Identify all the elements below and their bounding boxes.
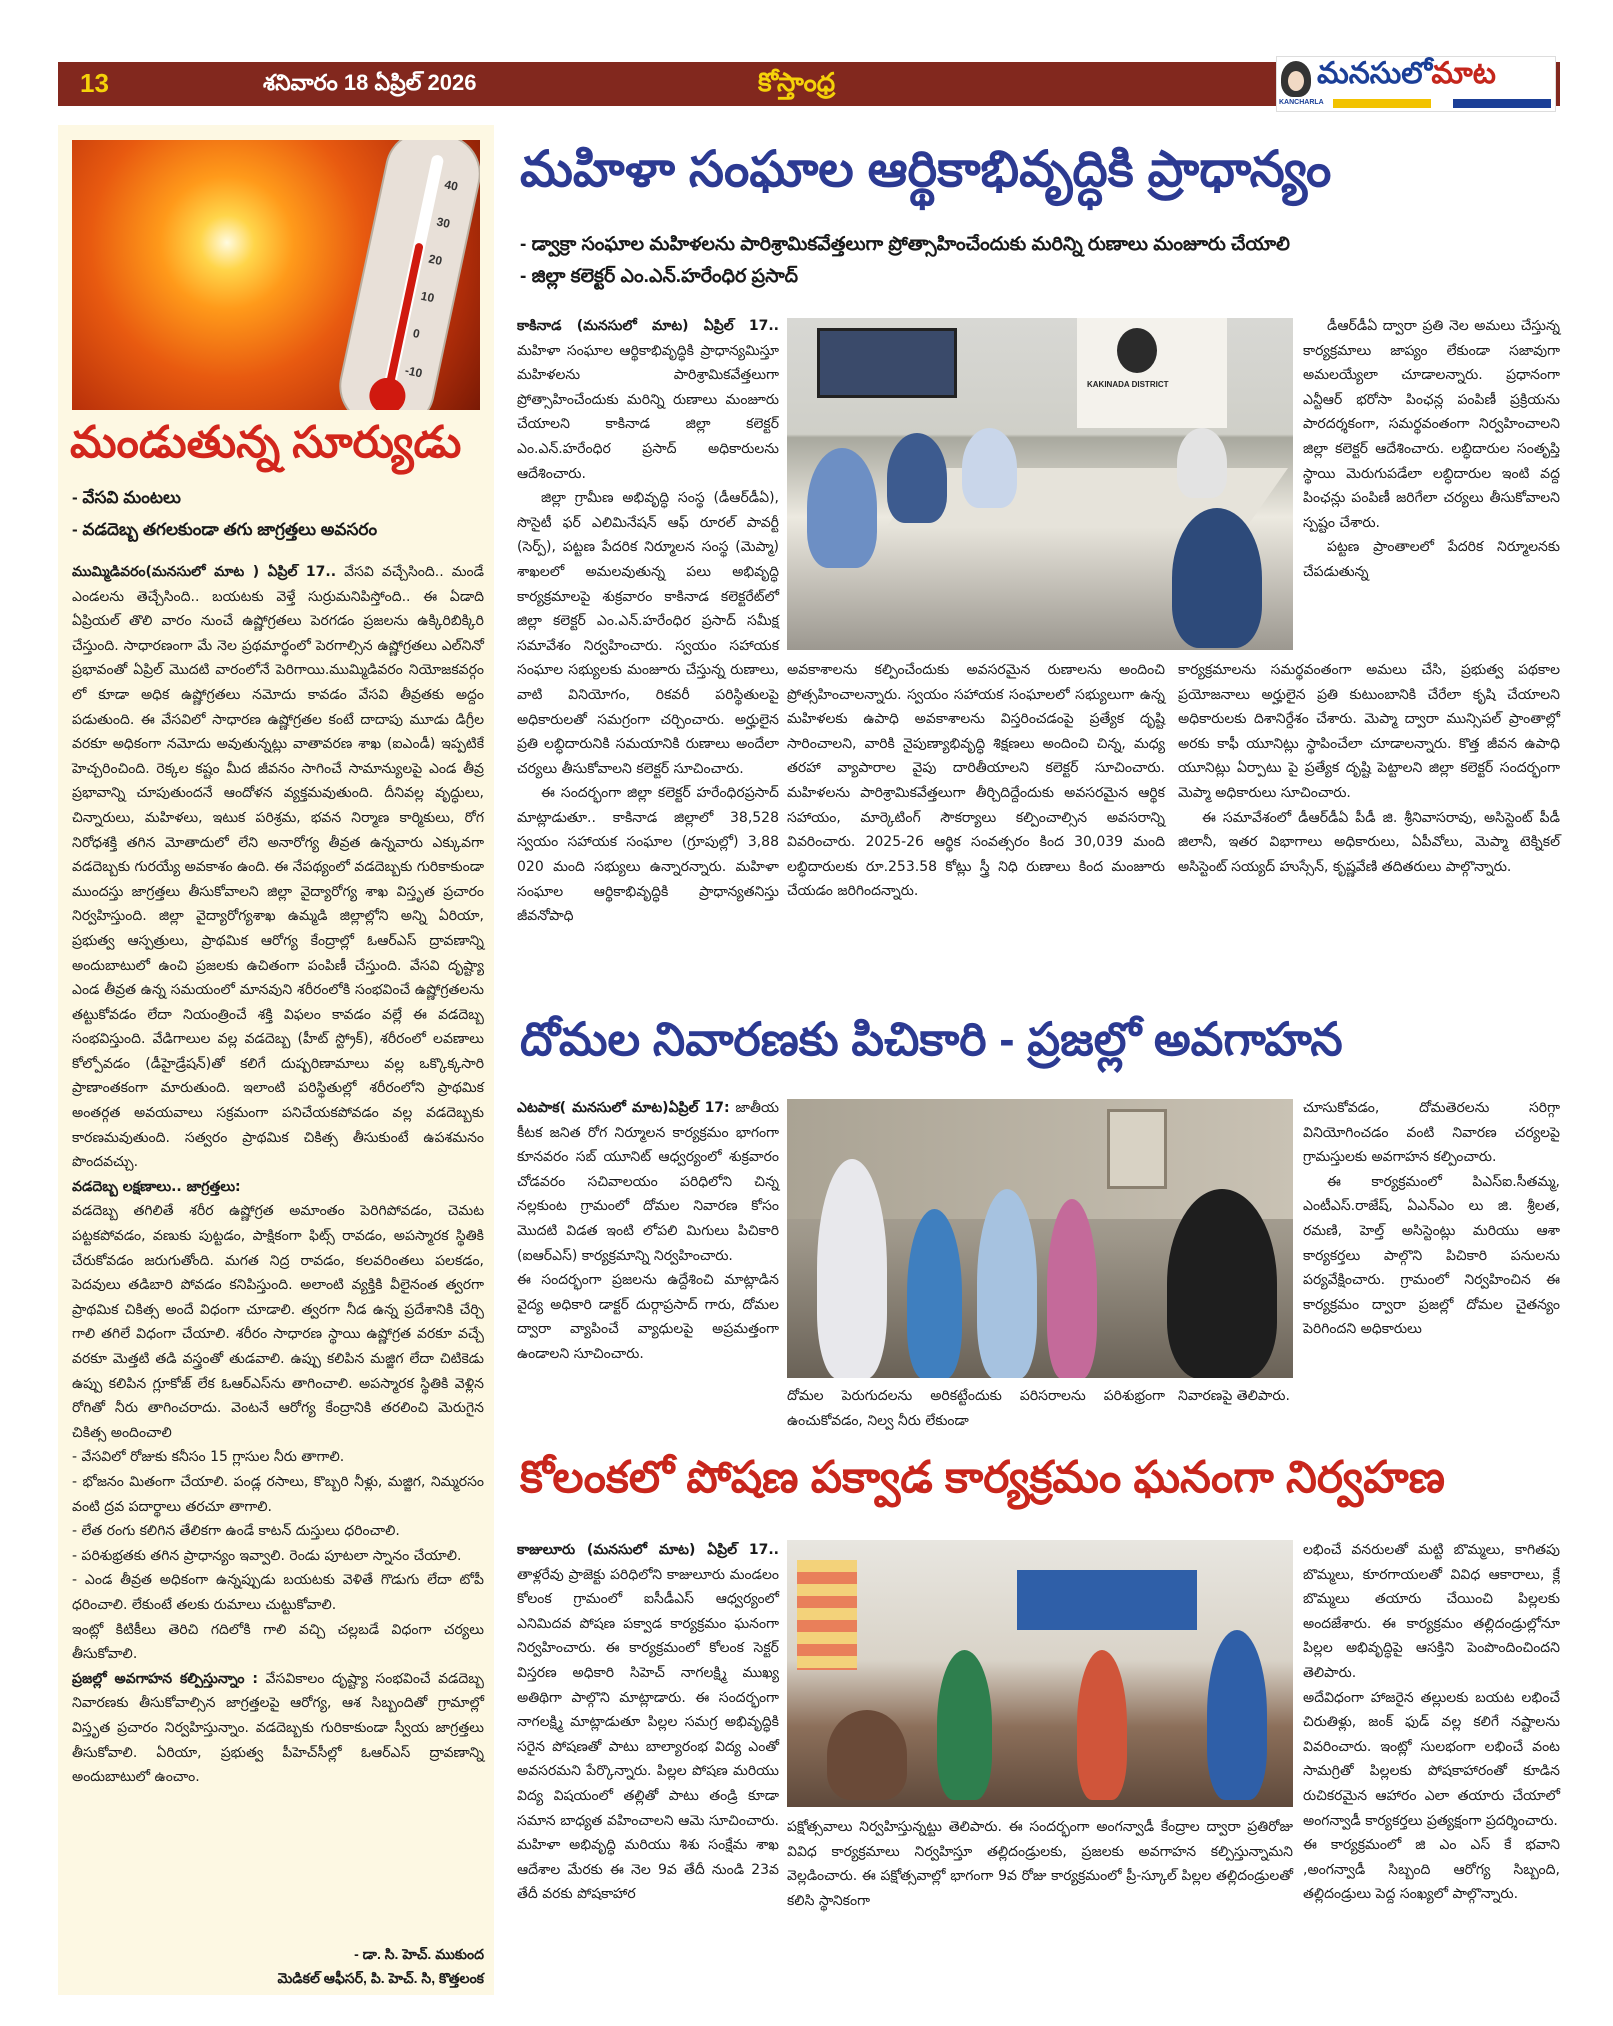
article2-headline: దోమల నివారణకు పిచికారి - ప్రజల్లో అవగాహన [520,1013,1343,1065]
paragraph: వడదెబ్బ తగిలితే శరీర ఉష్ణోగ్రత అమాంతం పెరిగిపోవడం, చెమట పట్టకపోవడం, వణుకు పుట్టడం, పాక్షికంగా ఫిట్స్ రావడం, అపస్మారక స్థితికి చేరుకోవడం జరుగుతోంది. మగత నిద్ర రావడం, కలవరింతలు పలకడం, పెదవులు తడిబారి పోవడం కనిపిస్తుంది. అలాంటి వ్యక్తికి వీలైనంత త్వరగా ప్రాథమిక చికిత్స అందే విధంగా చూడాలి. త్వరగా నీడ ఉన్న ప్రదేశానికి చేర్చి గాలి తగిలే విధంగా చేయాలి. శరీరం సాధారణ స్థాయి ఉష్ణోగ్రత వరకూ వచ్చే వరకూ మెత్తటి తడి వస్త్రంతో తుడవాలి. ఉప్పు కలిపిన మజ్జిగ లేదా చిటికెడు ఉప్పు కలిపిన గ్లూకోజ్ లేక ఓఆర్ఎస్‌ను తాగించాలి. అపస్మారక స్థితికి వెళ్లిన రోగితో నీరు తాగించరాదు. వెంటనే ఆరోగ్య కేంద్రానికి తరలించి మెరుగైన చికిత్స అందించాలి [72,1203,484,1441]
paragraph: ఈ సందర్భంగా జిల్లా కలెక్టర్ హరేంధిరప్రసాద్ మాట్లాడుతూ.. కాకినాడ జిల్లాలో 38,528 స్వయం సహాయక సంఘాల (గ్రూపుల్లో) 3,88 020 మంది సభ్యులు ఉన్నారన్నారు. మహిళా సంఘాల ఆర్థికాభివృద్ధికి ప్రాధాన్యతనిస్తు జీవనోపాధి [517,785,779,925]
logo-text: మనసులోమాట [1317,57,1496,90]
paragraph: పట్టణ ప్రాంతాలలో పేదరిక నిర్మూలనకు చేపడుతున్న [1303,539,1560,580]
logo-tagline-strip [1333,99,1551,108]
photo-sign-text: KAKINADA DISTRICT [1087,380,1169,389]
article2-column-right [1303,1096,1560,1342]
article3-headline: కోలంకలో పోషణ పక్వాడ కార్యక్రమం ఘనంగా నిర్వహణ [520,1453,1445,1502]
thermometer-tick: 30 [435,214,452,231]
poshan-pakhwada-photo [787,1540,1293,1807]
paragraph: లభించే వనరులతో మట్టి బొమ్మలు, కాగితపు బొమ్మలు, కూరగాయలతో వివిధ ఆకారాలు, క్లే బొమ్మలు తయారు చేయించి పిల్లలకు అందజేశారు. ఈ కార్యక్రమం తల్లిదండ్రుల్లోనూ పిల్లల అభివృద్ధిపై ఆసక్తిని పెంపొందించిందని తెలిపారు. [1303,1542,1560,1681]
tip-item: - పరిశుభ్రతకు తగిన ప్రాధాన్యం ఇవ్వాలి. రెండు పూటలా స్నానం చేయాలి. [72,1547,462,1564]
paragraph: దోమల పెరుగుదలను అరికట్టేందుకు పరిసరాలను పరిశుభ్రంగా ఉంచుకోవడం, నిల్వ నీరు లేకుండా [787,1388,1165,1429]
paragraph: అదేవిధంగా హాజరైన తల్లులకు బయట లభించే చిరుతిళ్లు, జంక్ ఫుడ్ వల్ల కలిగే నష్టాలను వివరించారు. ఇంట్లో సులభంగా లభించే వంట సామగ్రితో పిల్లలకు పోషకాహారంతో కూడిన రుచికరమైన ఆహారం ఎలా తయారు చేయాలో అంగన్వాడీ కార్యకర్తలు ప్రత్యక్షంగా ప్రదర్శించారు. [1303,1689,1560,1829]
thermometer-icon [332,140,480,410]
paragraph: నివారణపై తెలిపారు. [1178,1388,1290,1404]
article1-headline: మహిళా సంఘాల ఆర్థికాభివృద్ధికి ప్రాధాన్యం [520,141,1332,197]
article3-column-middle [787,1815,1293,1913]
dateline: కాకినాడ (మనసులో మాట) ఏప్రిల్ 17.. [517,318,779,334]
paragraph: జిల్లా గ్రామీణ అభివృద్ధి సంస్థ (డీఆర్‌డీఏ), సొసైటీ ఫర్ ఎలిమినేషన్ ఆఫ్ రూరల్ పావర్టీ (సెర్ప్), పట్టణ పేదరిక నిర్మూలన సంస్థ (మెప్మా) శాఖలలో అమలవుతున్న పలు అభివృద్ధి కార్యక్రమాలపై శుక్రవారం కాకినాడ కలెక్టరేట్‌లో జిల్లా కలెక్టర్ ఎం.ఎన్.హరేంధిర ప్రసాద్ సమీక్ష సమావేశం నిర్వహించారు. స్వయం సహాయక సంఘాల సభ్యులకు మంజూరు చేస్తున్న రుణాలు, వాటి వినియోగం, రికవరీ పరిస్థితులపై అధికారులతో సమగ్రంగా చర్చించారు. అర్హులైన ప్రతి లబ్ధిదారునికి సమయానికి రుణాలు అందేలా చర్యలు తీసుకోవాలని కలెక్టర్ సూచించారు. [517,490,779,777]
dateline: కాజులూరు (మనసులో మాట) ఏప్రిల్ 17.. [517,1542,779,1558]
thermometer-tick: 10 [419,288,436,306]
screen-icon [817,328,957,398]
article1-subhead: - డ్వాక్రా సంఘాల మహిళలను పారిశ్రామికవేత్తలుగా ప్రోత్సాహించేందుకు మరిన్ని రుణాలు మంజూరు చేయాలి [520,234,1290,255]
quote-subhead: ప్రజల్లో అవగాహన కల్పిస్తున్నాం : [72,1670,259,1687]
thermometer-tick: -10 [403,363,424,381]
sidebar-subhead: - వడదెబ్బ తగలకుండా తగు జాగ్రత్తలు అవసరం [72,520,378,539]
dateline: ముమ్మిడివరం(మనసులో మాట ) ఏప్రిల్ 17.. [72,564,337,580]
paragraph: తాళ్లరేవు ప్రాజెక్టు పరిధిలోని కాజులూరు మండలం కోలంక గ్రామంలో ఐసీడీఎస్ ఆధ్వర్యంలో ఎనిమిదవ పోషణ పక్వాడ కార్యక్రమం ఘనంగా నిర్వహించారు. ఈ కార్యక్రమంలో కోలంక సెక్టర్ విస్తరణ అధికారి సిహెచ్ నాగలక్ష్మి ముఖ్య అతిథిగా పాల్గొని మాట్లాడారు. ఈ సందర్భంగా నాగలక్ష్మి మాట్లాడుతూ పిల్లల సమగ్ర అభివృద్ధికి సరైన పోషణతో పాటు బాల్యారంభ విద్య ఎంతో అవసరమని పేర్కొన్నారు. పిల్లల పోషణ మరియు విద్య విషయంలో తల్లితో పాటు తండ్రి కూడా సమాన బాధ్యత వహించాలని ఆమె సూచించారు. మహిళా అభివృద్ధి మరియు శిశు సంక్షేమ శాఖ ఆదేశాల మేరకు ఈ నెల 9వ తేదీ నుండి 23వ తేదీ వరకు పోషకాహార [517,1566,779,1903]
article1-column-middle [787,658,1165,904]
masthead-bar [58,57,1560,106]
paragraph: ఇంట్లో కిటికీలు తెరిచి గదిలోకి గాలి వచ్చి చల్లబడే విధంగా చర్యలు తీసుకోవాలి. [72,1621,484,1663]
article1-column-right-bottom [1178,658,1560,879]
paragraph: ఈ కార్యక్రమంలో జి ఎం ఎస్ కే భవాని ,అంగన్వాడీ సిబ్బంది ఆరోగ్య సిబ్బంది, తల్లిదండ్రులు పెద్ద సంఖ్యలో పాల్గొన్నారు. [1303,1837,1560,1903]
article3-column-left [517,1538,779,1907]
tip-item: - భోజనం మితంగా చేయాలి. పండ్ల రసాలు, కొబ్బరి నీళ్లు, మజ్జిగ, నిమ్మరసం వంటి ద్రవ పదార్థాలు తరచూ తాగాలి. [72,1473,484,1515]
tip-item: - వేసవిలో రోజుకు కనీసం 15 గ్లాసుల నీరు తాగాలి. [72,1449,345,1466]
article2-column-middle [787,1384,1165,1433]
paragraph: వేసవి వచ్చేసింది.. మండే ఎండలను తెచ్చేసింది.. బయటకు వెళ్తే సుర్రుమనిపిస్తోంది.. ఈ ఏడాది ఏప్రియల్ తొలి వారం నుంచే ఉష్ణోగ్రతలు పెరగడం ప్రజలను ఉక్కిరిబిక్కిరి చేస్తుంది. సాధారణంగా మే నెల ప్రథమార్థంలో పెరగాల్సిన ఉష్ణోగ్రతలు ఎల్‌నినో ప్రభావంతో ఏప్రిల్ మొదటి వారంలోనే పెరిగాయి.ముమ్మిడివరం నియోజకవర్గం లో కూడా అధిక ఉష్ణోగ్రతలు నమోదు కావడం వేసవి తీవ్రతకు అద్దం పడుతుంది. ఈ వేసవిలో సాధారణ ఉష్ణోగ్రతల కంటే దాదాపు మూడు డిగ్రీల వరకూ అధికంగా నమోదు అవుతున్నట్లు వాతావరణ శాఖ (ఐఎండీ) ఇప్పటికే హెచ్చరించింది. రెక్కల కష్టం మీద జీవనం సాగించే సామాన్యులపై ఎండ తీవ్ర ప్రభావాన్ని చూపుతుందనే ఆందోళన వ్యక్తమవుతుంది. దీనివల్ల వృద్ధులు, చిన్నారులు, మహిళలు, ఇటుక పరిశ్రమ, భవన నిర్మాణ కార్మికులు, రోగ నిరోధశక్తి తగిన మోతాదులో లేని అనారోగ్య తీవ్రత ఉన్నవారు ఎక్కువగా వడదెబ్బకు గురయ్యే అవకాశం ఉంది. ఈ నేపథ్యంలో వడదెబ్బకు గురికాకుండా ముందస్తు జాగ్రత్తలు తీసుకోవాలని జిల్లా వైద్యారోగ్య శాఖ విస్తృత ప్రచారం నిర్వహిస్తుంది. జిల్లా వైద్యారోగ్యశాఖ ఉమ్మడి జిల్లాల్లోని అన్ని ఏరియా, ప్రభుత్వ ఆస్పత్రులు, ప్రాథమిక ఆరోగ్య కేంద్రాల్లో ఓఆర్ఎస్ ద్రావణాన్ని అందుబాటులో ఉంచి ప్రజలకు ఉచితంగా పంపిణీ చేస్తుంది. వేసవి దృష్ట్యా ఎండ తీవ్రత ఉన్న సమయంలో మానవుని శరీరంలోకి సంభవించే ఉష్ణోగ్రతలను తట్టుకోవడం లేదా నియంత్రించే శక్తి విఫలం కావడం వల్లే ఈ వడదెబ్బ సంభవిస్తుంది. వేడిగాలుల వల్ల వడదెబ్బ (హీట్ స్ట్రోక్), శరీరంలో లవణాలు కోల్పోవడం (డీహైడ్రేషన్)తో కలిగే దుష్పరిణామాలు వల్ల ఒక్కొక్కసారి ప్రాణాంతకంగా మారుతుంది. ఇలాంటి పరిస్థితుల్లో శరీరంలోని ప్రాథమిక అంతర్గత అవయవాలు సక్రమంగా పనిచేయకపోవడం వల్ల వడదెబ్బకు కారణమవుతుంది. సత్వరం ప్రాథమిక చికిత్స తీసుకుంటే ఉపశమనం పొందవచ్చు. [72,564,485,1171]
mosquito-spraying-photo [787,1099,1293,1378]
article2-column-left [517,1096,779,1367]
paragraph: డీఆర్‌డీఏ ద్వారా ప్రతి నెల అమలు చేస్తున్న కార్యక్రమాలు జాప్యం లేకుండా సజావుగా అమలయ్యేలా చూడాలన్నారు. ప్రధానంగా ఎన్టీఆర్ భరోసా పింఛన్ల పంపిణీ ప్రక్రియను పారదర్శకంగా, సమర్థవంతంగా నిర్వహించాలని జిల్లా కలెక్టర్ ఆదేశించారు. లబ్ధిదారుల సంతృప్తి స్థాయి మెరుగుపడేలా లబ్ధిదారుల ఇంటి వద్ద పింఛన్లు పంపిణీ జరిగేలా చర్యలు తీసుకోవాలని స్పష్టం చేశారు. [1303,318,1560,531]
issue-date: శనివారం 18 ఏప్రిల్ 2026 [263,70,477,95]
sun-thermometer-photo [72,140,480,410]
article2-column-middle2 [1178,1384,1296,1409]
article1-subhead: - జిల్లా కలెక్టర్ ఎం.ఎన్.హరేంధిర ప్రసాద్ [520,266,799,287]
paragraph: కార్యక్రమాలను సమర్థవంతంగా అమలు చేసి, ప్రభుత్వ పథకాల ప్రయోజనాలు అర్హులైన ప్రతి కుటుంబానికి చేరేలా కృషి చేయాలని అధికారులకు దిశానిర్దేశం చేశారు. మెప్మా ద్వారా మున్సిపల్ ప్రాంతాల్లో అరకు కాఫీ యూనిట్లు స్థాపించేలా చూడాలన్నారు. కొత్త జీవన ఉపాధి యూనిట్లు ఏర్పాటు పై ప్రత్యేక దృష్టి పెట్టాలని జిల్లా కలెక్టర్ సందర్భంగా మెప్మా అధికారులు సూచించారు. [1178,662,1560,801]
logo-portrait-icon [1281,61,1311,97]
tip-item: - ఎండ తీవ్రత అధికంగా ఉన్నప్పుడు బయటకు వెళితే గొడుగు లేదా టోపీ ధరించాలి. లేకుంటే తలకు రుమాలు చుట్టుకోవాలి. [72,1572,484,1613]
paragraph: ఈ సమావేశంలో డీఆర్‌డీఏ పీడీ జి. శ్రీనివాసరావు, అసిస్టెంట్ పీడీ జిలానీ, ఇతర విభాగాలు అధికారులు, ఏపీవోలు, మెప్మా టెక్నికల్ అసిస్టెంట్ సయ్యద్ హుస్సేన్, కృష్ణవేణి తదితరులు పాల్గొన్నారు. [1178,809,1560,875]
author-name: - డా. సి. హెచ్. ముకుంద [354,1946,484,1962]
article3-column-right [1303,1538,1560,1907]
article1-column-left [517,314,779,929]
quote-text: వేసవికాలం దృష్ట్యా సంభవించే వడదెబ్బ నివారణకు తీసుకోవాల్సిన జాగ్రత్తలపై ఆరోగ్య, ఆశ సిబ్బందితో గ్రామాల్లో విస్తృత ప్రచారం నిర్వహిస్తున్నాం. వడదెబ్బకు గురికాకుండా స్వీయ జాగ్రత్తలు తీసుకోవాలి. ఏరియా, ప్రభుత్వ పీహెచ్‌సీల్లో ఓఆర్ఎస్ ద్రావణాన్ని అందుబాటులో ఉంచాం. [72,1670,484,1786]
author-title: మెడికల్ ఆఫీసర్, పి. హెచ్. సి, కొత్తలంక [277,1970,484,1986]
sidebar-headline: మండుతున్న సూర్యుడు [70,418,462,467]
sidebar-subhead: - వేసవి మంటలు [72,488,181,507]
page-number: 13 [80,68,109,98]
logo-caption: KANCHARLA [1279,99,1324,106]
thermometer-tick: 20 [427,251,444,269]
thermometer-tick: 0 [411,325,422,342]
sidebar-body [72,560,484,1790]
paragraph: పక్షోత్సవాలు నిర్వహిస్తున్నట్టు తెలిపారు. ఈ సందర్భంగా అంగన్వాడీ కేంద్రాల ద్వారా ప్రతిరోజు వివిధ కార్యక్రమాలు నిర్వహిస్తూ తల్లిదండ్రులకు, ప్రజలకు అవగాహన కల్పిస్తున్నామని వెల్లడించారు. ఈ పక్షోత్సవాల్లో భాగంగా 9వ రోజు కార్యక్రమంలో ప్రీ-స్కూల్ పిల్లల తల్లిదండ్రులతో కలిసి స్థానికంగా [787,1819,1293,1909]
newspaper-logo [1276,56,1556,112]
paragraph: ఈ సందర్భంగా ప్రజలను ఉద్దేశించి మాట్లాడిన వైద్య అధికారి డాక్టర్ దుర్గాప్రసాద్ గారు, దోమల ద్వారా వ్యాపించే వ్యాధులపై అప్రమత్తంగా ఉండాలని సూచించారు. [517,1272,779,1362]
edition-name: కోస్తాంధ్ర [758,67,836,97]
paragraph: చూసుకోవడం, దోమతెరలను సరిగ్గా వినియోగించడం వంటి నివారణ చర్యలపై గ్రామస్తులకు అవగాహన కల్పించారు. [1303,1100,1560,1166]
collector-meeting-photo [787,318,1293,650]
paragraph: మహిళా సంఘాల ఆర్థికాభివృద్ధికి ప్రాధాన్యమిస్తూ మహిళలను పారిశ్రామికవేత్తలుగా ప్రోత్సాహించేందుకు మరిన్ని రుణాలు మంజూరు చేయాలని కాకినాడ జిల్లా కలెక్టర్ ఎం.ఎన్.హరేంధిర ప్రసాద్ అధికారులను ఆదేశించారు. [517,342,779,482]
paragraph: జాతీయ కీటక జనిత రోగ నిర్మూలన కార్యక్రమం భాగంగా కూనవరం సబ్ యూనిట్ ఆధ్వర్యంలో శుక్రవారం చోడవరం సచివాలయం పరిధిలోని చిన్న నల్లకుంట గ్రామంలో దోమల నివారణ కోసం మొదటి విడత ఇంటి లోపలి మిగులు పిచికారి (ఐఆర్ఎస్) కార్యక్రమాన్ని నిర్వహించారు. [517,1100,779,1264]
thermometer-tick: 40 [443,177,460,194]
paragraph: ఈ కార్యక్రమంలో పిఎస్ఐ.సీతమ్మ, ఎంటీఎస్.రాజేష్, ఏఎన్ఎం లు జి. శ్రీలత, రమణి, హెల్త్ అసిస్టెంట్లు మరియు ఆశా కార్యకర్తలు పాల్గొని పిచికారి పనులను పర్యవేక్షించారు. గ్రామంలో నిర్వహించిన ఈ కార్యక్రమం ద్వారా ప్రజల్లో దోమల చైతన్యం పెరిగిందని అధికారులు [1303,1173,1560,1338]
paragraph: అవకాశాలను కల్పించేందుకు అవసరమైన రుణాలను అందించి ప్రోత్సహించాలన్నారు. స్వయం సహాయక సంఘాలలో సభ్యులుగా ఉన్న మహిళలకు ఉపాధి అవకాశాలను విస్తరించడంపై ప్రత్యేక దృష్టి సారించాలని, వారికి నైపుణ్యాభివృద్ధి శిక్షణలు అందించి చిన్న, మధ్య తరహా వ్యాపారాల వైపు దారితీయాలని కలెక్టర్ సూచించారు. మహిళలను పారిశ్రామికవేత్తలుగా తీర్చిదిద్దేందుకు అవసరమైన ఆర్థిక సహాయం, మార్కెటింగ్ సౌకర్యాలు కల్పించాల్సిన అవసరాన్ని వివరించారు. 2025-26 ఆర్థిక సంవత్సరం కింద 30,039 మంది లబ్ధిదారులకు రూ.253.58 కోట్లు స్త్రీ నిధి రుణాలు కింద మంజూరు చేయడం జరిగిందన్నారు. [787,662,1165,900]
tip-item: - లేత రంగు కలిగిన తేలికగా ఉండే కాటన్ దుస్తులు ధరించాలి. [72,1523,400,1540]
section-subhead: వడదెబ్బ లక్షణాలు.. జాగ్రత్తలు: [72,1178,241,1195]
article1-column-right-top [1303,314,1560,585]
author-signature [72,1942,484,1990]
dateline: ఎటపాక( మనసులో మాట)ఏప్రిల్ 17: [517,1100,730,1116]
